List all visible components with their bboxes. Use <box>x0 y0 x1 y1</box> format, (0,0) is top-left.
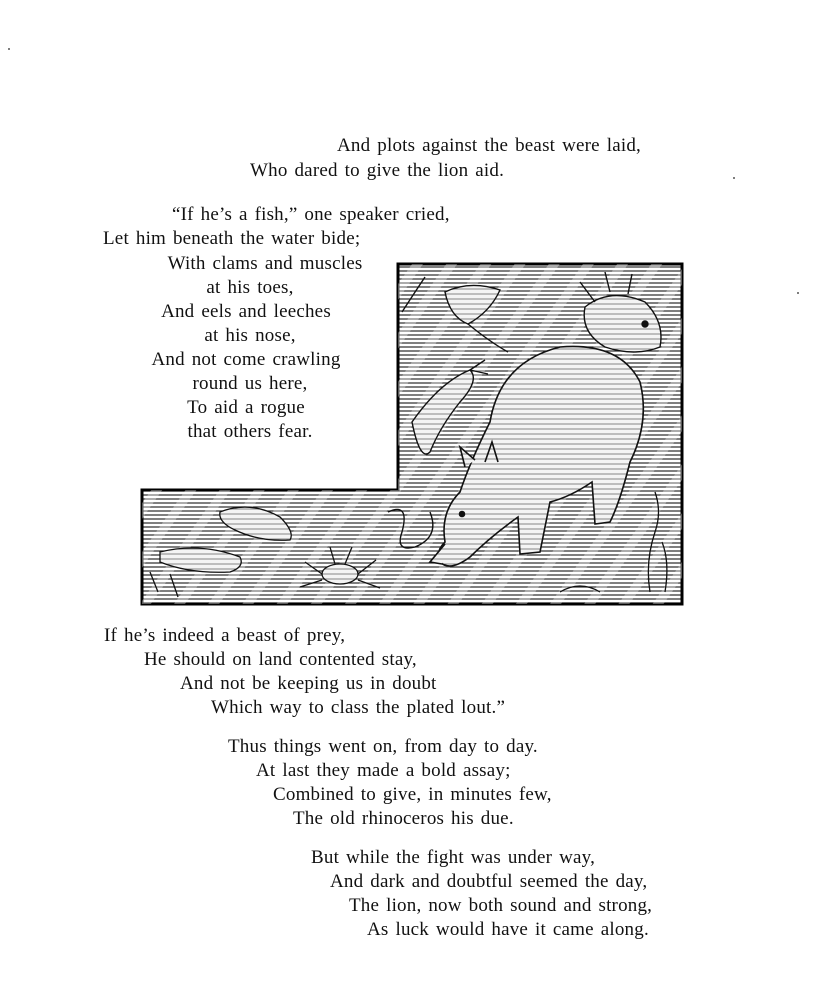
poem-line: At last they made a bold assay; <box>256 760 511 781</box>
poem-line: As luck would have it came along. <box>367 919 649 940</box>
poem-line: The old rhinoceros his due. <box>293 808 514 829</box>
scan-speck <box>797 292 799 294</box>
poem-line: that others fear. <box>187 421 313 442</box>
poem-line: at his nose, <box>204 325 296 346</box>
poem-line: Combined to give, in minutes few, <box>273 784 552 805</box>
poem-line: And eels and leeches <box>161 301 331 322</box>
poem-line: If he’s indeed a beast of prey, <box>104 625 346 646</box>
poem-line: And not be keeping us in doubt <box>180 673 437 694</box>
poem-line: But while the fight was under way, <box>311 847 596 868</box>
scan-speck <box>8 48 10 50</box>
poem-line: The lion, now both sound and strong, <box>349 895 653 916</box>
poem-line: Which way to class the plated lout.” <box>211 697 506 718</box>
poem-line: To aid a rogue <box>187 397 305 418</box>
poem-line: Who dared to give the lion aid. <box>250 160 505 181</box>
poem-line: And not come crawling <box>151 349 341 370</box>
poem-line: round us here, <box>192 373 308 394</box>
poem-line: at his toes, <box>206 277 294 298</box>
poem-line: With clams and muscles <box>167 253 363 274</box>
underwater-illustration <box>140 262 684 606</box>
poem-line: Thus things went on, from day to day. <box>228 736 538 757</box>
poem-line: He should on land contented stay, <box>144 649 417 670</box>
scan-speck <box>733 177 735 179</box>
poem-line: And dark and doubtful seemed the day, <box>330 871 648 892</box>
poem-line: “If he’s a fish,” one speaker cried, <box>172 204 450 225</box>
poem-line: And plots against the beast were laid, <box>337 135 641 156</box>
poem-line: Let him beneath the water bide; <box>103 228 361 249</box>
